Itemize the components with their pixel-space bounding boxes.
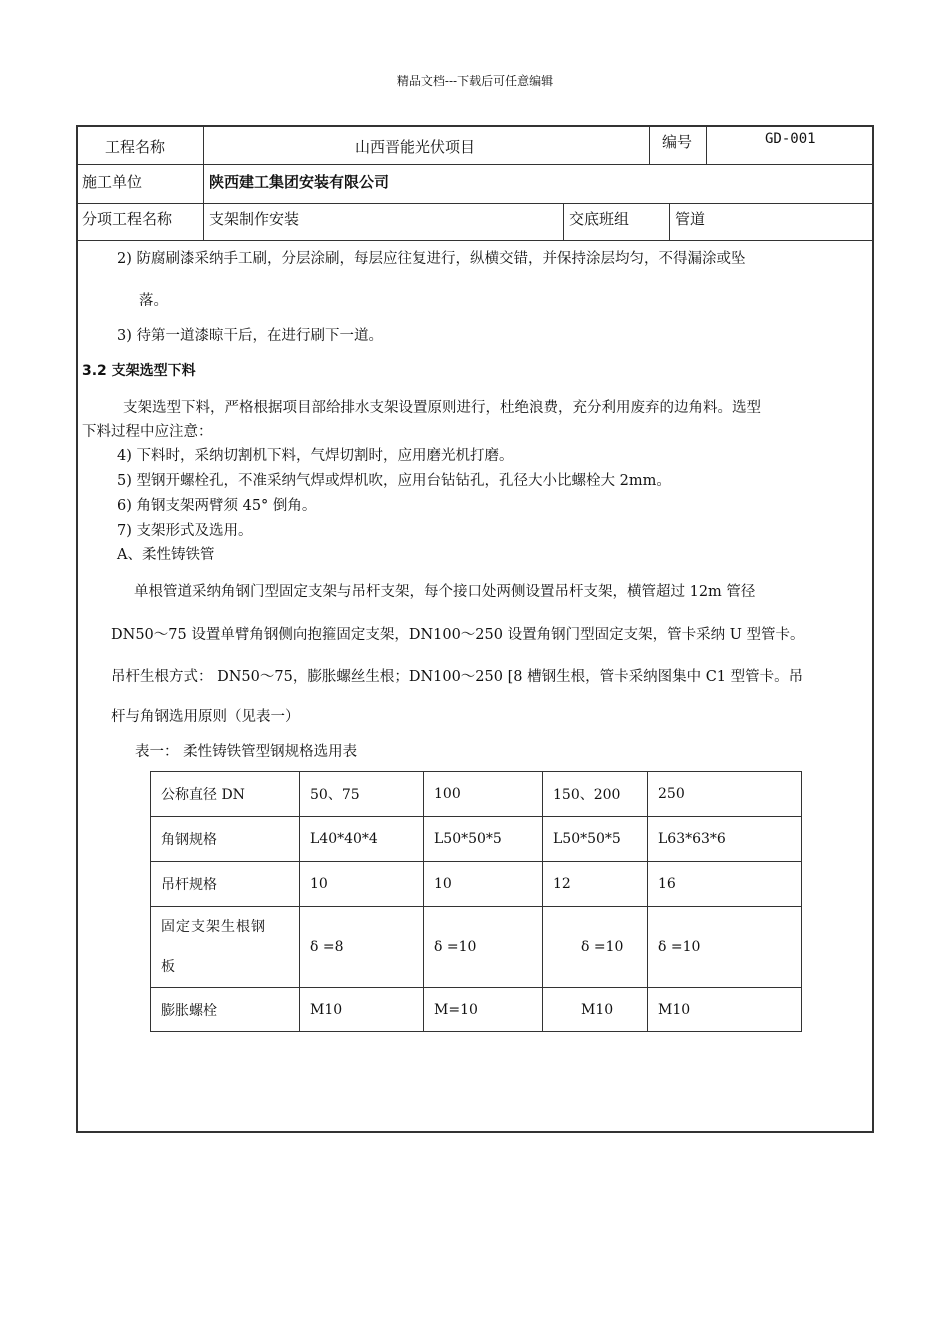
col-divider <box>203 126 204 240</box>
item-4: 4) 下料时，采纳切割机下料，气焊切割时，应用磨光机打磨。 <box>117 448 514 464</box>
row-label: 膨胀螺栓 <box>151 988 300 1032</box>
col-divider <box>706 126 707 164</box>
table-cell: M=10 <box>424 988 543 1032</box>
table-cell: L40*40*4 <box>300 817 424 862</box>
row-divider <box>77 240 873 241</box>
para-2-line-4: 杆与角钢选用原则（见表一） <box>111 709 300 725</box>
item-2-line-1: 2) 防腐刷漆采纳手工刷，分层涂刷，每层应往复进行，纵横交错，并保持涂层均匀，不得漏涂或坠 <box>117 251 746 267</box>
row-label-line: 固定支架生根钢 <box>161 919 266 935</box>
disclosure-form <box>76 125 874 1133</box>
table-cell: 10 <box>300 862 424 907</box>
sub-project-label: 分项工程名称 <box>82 210 173 228</box>
para-1-line-2: 下料过程中应注意： <box>82 424 213 440</box>
table-row <box>151 907 802 988</box>
sub-project-value: 支架制作安装 <box>209 210 300 228</box>
team-label: 交底班组 <box>569 210 630 228</box>
table-cell: 50、75 <box>300 772 424 817</box>
table-row <box>151 772 802 817</box>
table-row <box>151 862 802 907</box>
sub-heading-a: A、柔性铸铁管 <box>117 547 215 563</box>
section-title: 3.2 支架选型下料 <box>82 363 196 379</box>
table-cell: 12 <box>543 862 648 907</box>
table-cell: 250 <box>648 772 802 817</box>
para-2-line-1: 单根管道采纳角钢门型固定支架与吊杆支架，每个接口处两侧设置吊杆支架，横管超过 12m 管径 <box>134 584 756 600</box>
col-divider <box>649 126 650 164</box>
item-7: 7) 支架形式及选用。 <box>117 523 253 539</box>
table-cell: M10 <box>543 988 648 1032</box>
table-cell: M10 <box>300 988 424 1032</box>
row-divider <box>77 164 873 165</box>
code-value: GD-001 <box>765 131 816 147</box>
table-cell: δ =10 <box>543 907 648 988</box>
row-label <box>151 907 300 988</box>
row-label: 角钢规格 <box>151 817 300 862</box>
table-cell: 100 <box>424 772 543 817</box>
table-cell: M10 <box>648 988 802 1032</box>
table-cell: δ =10 <box>424 907 543 988</box>
item-5: 5) 型钢开螺栓孔，不准采纳气焊或焊机吹，应用台钻钻孔，孔径大小比螺栓大 2mm。 <box>117 473 671 489</box>
para-1-line-1: 支架选型下料，严格根据项目部给排水支架设置原则进行，杜绝浪费，充分利用废弃的边角料。选型 <box>123 400 761 416</box>
header-note: 精品文档---下载后可任意编辑 <box>396 74 554 88</box>
project-name-label: 工程名称 <box>105 138 166 156</box>
team-value: 管道 <box>675 210 706 228</box>
table-cell: δ =8 <box>300 907 424 988</box>
row-label: 吊杆规格 <box>151 862 300 907</box>
table-cell: L50*50*5 <box>543 817 648 862</box>
spec-table <box>150 771 802 1032</box>
item-2-line-2: 落。 <box>139 293 168 309</box>
row-label-line: 板 <box>161 959 175 975</box>
table-cell: L50*50*5 <box>424 817 543 862</box>
table-caption: 表一： 柔性铸铁管型钢规格选用表 <box>135 744 358 760</box>
table-cell: 10 <box>424 862 543 907</box>
unit-label: 施工单位 <box>82 173 143 191</box>
item-3: 3) 待第一道漆晾干后，在进行刷下一道。 <box>117 328 383 344</box>
table-cell: δ =10 <box>648 907 802 988</box>
para-2-line-2: DN50～75 设置单臂角钢侧向抱箍固定支架，DN100～250 设置角钢门型固定支架，管卡采纳 U 型管卡。 <box>111 627 805 643</box>
item-6: 6) 角钢支架两臂须 45° 倒角。 <box>117 498 317 514</box>
table-cell: 150、200 <box>543 772 648 817</box>
table-cell: L63*63*6 <box>648 817 802 862</box>
table-row <box>151 817 802 862</box>
row-label: 公称直径 DN <box>151 772 300 817</box>
col-divider <box>669 203 670 240</box>
project-name-value: 山西晋能光伏项目 <box>355 138 476 156</box>
para-2-line-3: 吊杆生根方式： DN50～75，膨胀螺丝生根；DN100～250 [8 槽钢生根，管卡采纳图集中 C1 型管卡。吊 <box>111 669 804 685</box>
unit-value: 陕西建工集团安装有限公司 <box>209 173 390 191</box>
table-row <box>151 988 802 1032</box>
row-divider <box>77 203 873 204</box>
col-divider <box>563 203 564 240</box>
table-cell: 16 <box>648 862 802 907</box>
code-label: 编号 <box>662 133 693 151</box>
